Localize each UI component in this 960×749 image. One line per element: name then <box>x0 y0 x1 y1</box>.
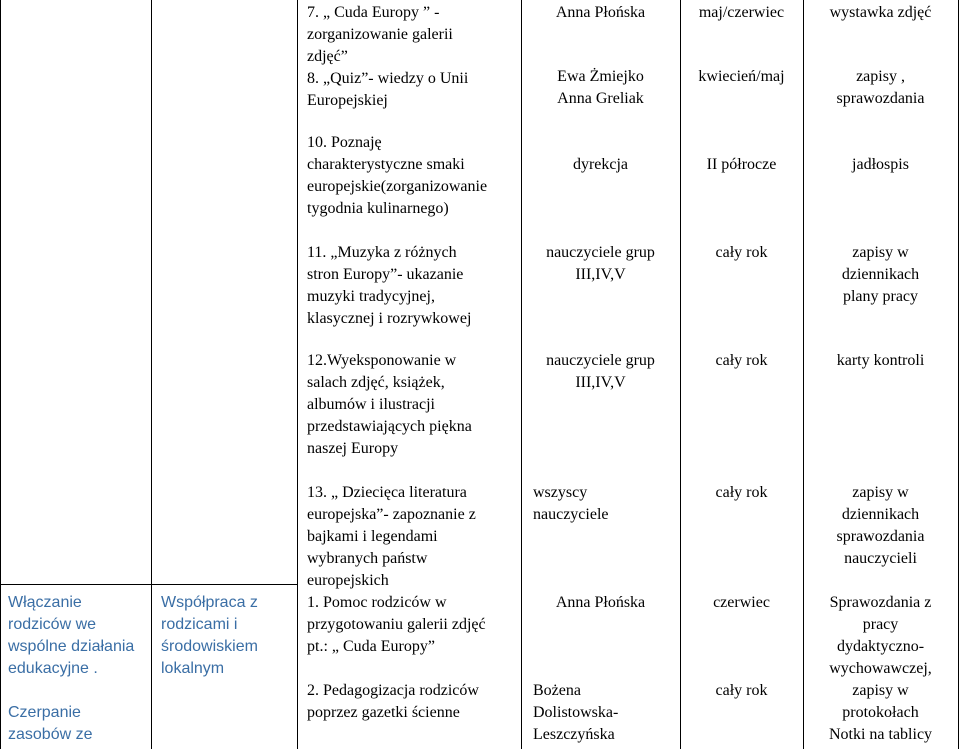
cell-text-line: wystawka zdjęć <box>829 4 932 21</box>
evidence-cell <box>803 66 958 110</box>
cell-text-line: Dolistowska- <box>533 704 619 721</box>
cell-text-line: kwiecień/maj <box>698 68 785 85</box>
cell-text-line: rodziców we <box>8 616 97 633</box>
responsible-cell <box>521 154 680 176</box>
cell-text-line: Anna Płońska <box>555 594 646 611</box>
cell-text-line: muzyki tradycyjnej, <box>307 288 435 305</box>
cell-text-line: dyrekcja <box>572 156 629 173</box>
date-cell <box>680 592 803 614</box>
cell-text-line: dziennikach <box>841 506 920 523</box>
cell-text-line: nauczyciele grup <box>546 244 655 261</box>
date-cell <box>680 680 803 702</box>
cell-text-line: 13. „ Dziecięca literatura <box>307 484 467 501</box>
cell-text-line: tygodnia kulinarnego) <box>307 200 449 217</box>
cell-text-line: czerwiec <box>713 594 770 611</box>
cell-text-line: 11. „Muzyka z różnych <box>307 244 457 261</box>
date-cell <box>680 482 803 504</box>
cell-text-line: nauczyciele <box>533 506 609 523</box>
date-cell <box>680 350 803 372</box>
cell-text-line: zapisy , <box>856 68 905 85</box>
cell-text-line: salach zdjęć, książek, <box>307 374 445 391</box>
cell-text-line: zdjęć” <box>307 48 348 65</box>
cell-text-line: 8. „Quiz”- wiedzy o Unii <box>307 70 469 87</box>
cell-text-line: poprzez gazetki ścienne <box>307 704 460 721</box>
task-cell <box>307 2 517 112</box>
cell-text-line: 7. „ Cuda Europy ” - <box>307 4 440 21</box>
cell-text-line: sprawozdania <box>836 528 925 545</box>
cell-text-line: jadłospis <box>852 156 909 173</box>
cell-text-line: pt.: „ Cuda Europy” <box>307 638 435 655</box>
cell-text-line <box>8 680 150 702</box>
cell-text-line: cały rok <box>715 484 768 501</box>
cell-text-line: dziennikach <box>841 266 920 283</box>
column-divider <box>680 0 681 749</box>
cell-text-line: 10. Poznaję <box>307 134 382 151</box>
cell-text-line: nauczycieli <box>844 550 917 567</box>
cell-text-line: europejska”- zapoznanie z <box>307 506 476 523</box>
cell-text-line: maj/czerwiec <box>698 4 785 21</box>
cell-text-line: pracy <box>862 616 899 633</box>
task-cell <box>307 132 517 220</box>
cell-text-line: zapisy w <box>852 244 909 261</box>
cell-text-line: 2. Pedagogizacja rodziców <box>307 682 479 699</box>
cell-text-line: II półrocze <box>706 156 777 173</box>
cell-text-line: wspólne działania <box>8 638 135 655</box>
goal-cell <box>161 592 295 680</box>
cell-text-line: Ewa Żmiejko <box>557 68 644 85</box>
cell-text-line: cały rok <box>715 682 768 699</box>
cell-text-line: III,IV,V <box>575 266 626 283</box>
cell-text-line: protokołach <box>842 704 919 721</box>
cell-text-line: Bożena <box>533 682 581 699</box>
responsible-cell <box>521 66 680 110</box>
evidence-cell <box>803 350 958 372</box>
cell-text-line: Włączanie <box>8 594 82 611</box>
cell-text-line: Czerpanie <box>8 704 81 721</box>
cell-text-line: edukacyjne . <box>8 660 98 677</box>
responsible-cell <box>521 2 680 24</box>
cell-text-line: wybranych państw <box>307 550 428 567</box>
cell-text-line: 1. Pomoc rodziców w <box>307 594 447 611</box>
table-border-right <box>958 0 959 749</box>
evidence-cell <box>803 2 958 24</box>
cell-text-line: wychowawczej, <box>829 660 932 677</box>
responsible-cell <box>533 680 673 746</box>
cell-text-line: Leszczyńska <box>533 726 615 743</box>
task-cell <box>307 350 517 460</box>
cell-text-line: nauczyciele grup <box>546 352 655 369</box>
evidence-cell <box>803 592 958 746</box>
cell-text-line: zapisy w <box>852 682 909 699</box>
cell-text-line: naszej Europy <box>307 440 399 457</box>
responsible-cell <box>533 482 673 526</box>
cell-text-line: bajkami i legendami <box>307 528 438 545</box>
cell-text-line: albumów i ilustracji <box>307 396 435 413</box>
cell-text-line: środowiskiem <box>161 638 258 655</box>
cell-text-line: cały rok <box>715 352 768 369</box>
cell-text-line: lokalnym <box>161 660 225 677</box>
cell-text-line: europejskie(zorganizowanie <box>307 178 488 195</box>
task-cell <box>307 482 517 592</box>
task-cell <box>307 242 517 330</box>
responsible-cell <box>521 350 680 394</box>
cell-text-line: sprawozdania <box>836 90 925 107</box>
cell-text-line: plany pracy <box>842 288 919 305</box>
column-divider <box>151 0 152 749</box>
cell-text-line: wszyscy <box>533 484 588 501</box>
table-border-left <box>0 0 1 749</box>
cell-text-line: przedstawiających piękna <box>307 418 472 435</box>
cell-text-line: stron Europy”- ukazanie <box>307 266 464 283</box>
date-cell <box>680 2 803 24</box>
area-cell <box>8 592 150 746</box>
cell-text-line: Notki na tablicy <box>828 726 933 743</box>
cell-text-line: 12.Wyeksponowanie w <box>307 352 457 369</box>
cell-text-line: klasycznej i rozrywkowej <box>307 310 472 327</box>
cell-text-line: Anna Płońska <box>555 4 646 21</box>
cell-text-line: przygotowaniu galerii zdjęć <box>307 616 486 633</box>
responsible-cell <box>521 242 680 286</box>
cell-text-line: III,IV,V <box>575 374 626 391</box>
cell-text-line: zasobów ze <box>8 726 93 743</box>
date-cell <box>680 242 803 264</box>
cell-text-line: zorganizowanie galerii <box>307 26 453 43</box>
cell-text-line: Europejskiej <box>307 92 388 109</box>
cell-text-line: Współpraca z <box>161 594 258 611</box>
cell-text-line: zapisy w <box>852 484 909 501</box>
evidence-cell <box>803 242 958 308</box>
cell-text-line: Sprawozdania z <box>829 594 932 611</box>
cell-text-line: dydaktyczno- <box>836 638 925 655</box>
cell-text-line: charakterystyczne smaki <box>307 156 465 173</box>
date-cell <box>680 154 803 176</box>
date-cell <box>680 66 803 88</box>
task-cell <box>307 592 521 658</box>
responsible-cell <box>521 592 680 614</box>
cell-text-line: rodzicami i <box>161 616 238 633</box>
evidence-cell <box>803 482 958 570</box>
cell-text-line: cały rok <box>715 244 768 261</box>
cell-text-line: karty kontroli <box>836 352 925 369</box>
cell-text-line: Anna Greliak <box>557 90 644 107</box>
column-divider <box>297 0 298 749</box>
evidence-cell <box>803 154 958 176</box>
cell-text-line: europejskich <box>307 572 389 589</box>
task-cell <box>307 680 521 724</box>
row-divider <box>0 584 297 585</box>
